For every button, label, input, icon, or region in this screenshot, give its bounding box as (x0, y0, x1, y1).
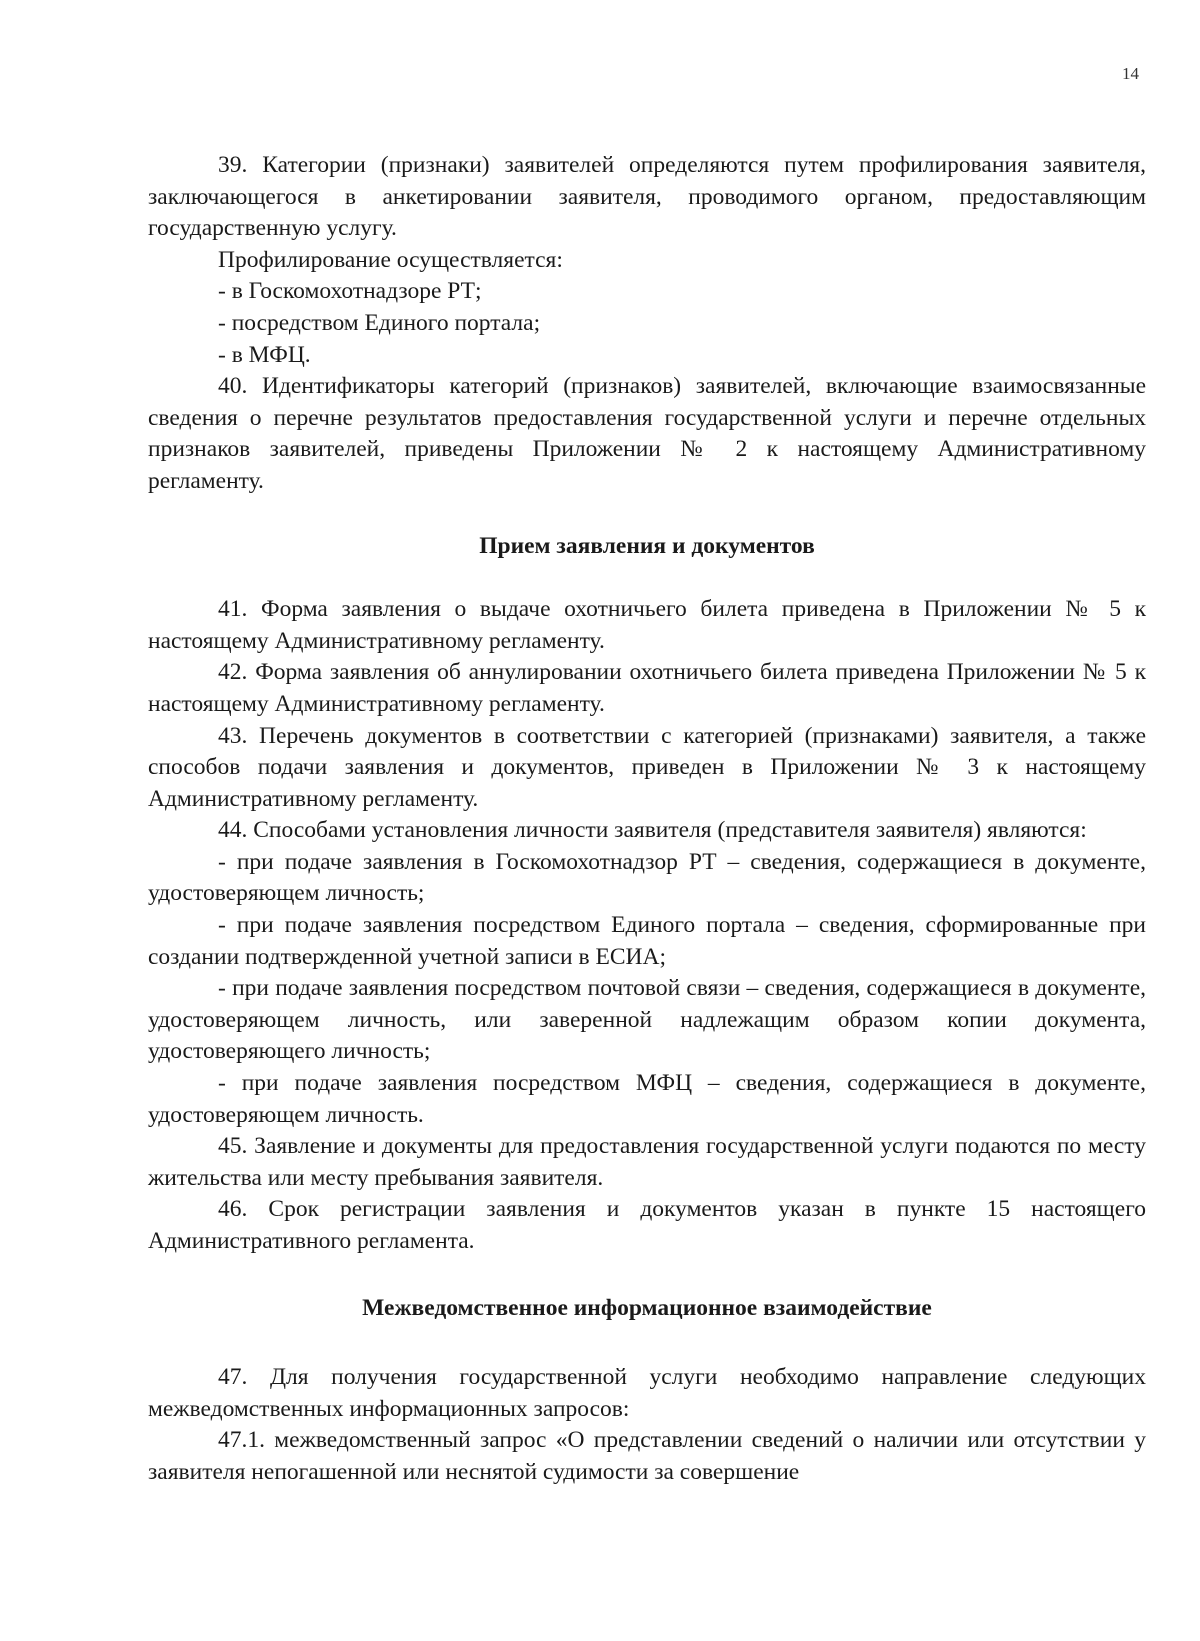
identity-method-item: - при подаче заявления посредством Единого портала – сведения, сформированные при создании подтвержденной учетной записи в ЕСИА; (148, 912, 1146, 970)
section-heading: Прием заявления и документов (479, 532, 815, 559)
paragraph-46: 46. Срок регистрации заявления и документов указан в пункте 15 настоящего Административного регламента. (148, 1196, 1146, 1254)
paragraph-40: 40. Идентификаторы категорий (признаков) заявителей, включающие взаимосвязанные сведения о перечне результатов предоставления государственной услуги и перечне отдельных признаков заявителей, приведены Приложении № 2 к настоящему Административному регламенту. (148, 373, 1146, 494)
paragraph-45: 45. Заявление и документы для предоставления государственной услуги подаются по месту жительства или месту пребывания заявителя. (148, 1133, 1146, 1191)
page-number: 14 (1122, 64, 1139, 83)
paragraph-39: 39. Категории (признаки) заявителей определяются путем профилирования заявителя, заключающегося в анкетировании заявителя, проводимого органом, предоставляющим государственную услугу. (148, 152, 1146, 242)
document-body (148, 150, 1146, 1489)
identity-method-item: - при подаче заявления посредством почтовой связи – сведения, содержащиеся в документе, удостоверяющем личность, или заверенной надлежащим образом копии документа, удостоверяющего личность; (148, 975, 1146, 1065)
identity-method-item: - при подаче заявления посредством МФЦ – сведения, содержащиеся в документе, удостоверяющем личность. (148, 1070, 1146, 1128)
paragraph-42: 42. Форма заявления об аннулировании охотничьего билета приведена Приложении № 5 к настоящему Административному регламенту. (148, 659, 1146, 717)
identity-method-item: - при подаче заявления в Госкомохотнадзор РТ – сведения, содержащиеся в документе, удостоверяющем личность; (148, 848, 1146, 907)
profiling-item: - в Госкомохотнадзоре РТ; (218, 278, 482, 305)
paragraph-43: 43. Перечень документов в соответствии с категорией (признаками) заявителя, а также способов подачи заявления и документов, приведен в Приложении № 3 к настоящему Административному регламенту. (148, 722, 1146, 812)
profiling-intro: Профилирование осуществляется: (218, 246, 563, 273)
profiling-item: - в МФЦ. (218, 341, 311, 368)
paragraph-41: 41. Форма заявления о выдаче охотничьего билета приведена в Приложении № 5 к настоящему Административному регламенту. (148, 596, 1146, 654)
paragraph-47-1: 47.1. межведомственный запрос «О представлении сведений о наличии или отсутствии у заявителя непогашенной или неснятой судимости за совершение (148, 1427, 1146, 1485)
section-heading: Межведомственное информационное взаимодействие (362, 1294, 932, 1321)
paragraph-44: 44. Способами установления личности заявителя (представителя заявителя) являются: (218, 817, 1087, 844)
profiling-item: - посредством Единого портала; (218, 309, 541, 336)
paragraph-47: 47. Для получения государственной услуги необходимо направление следующих межведомственных информационных запросов: (148, 1364, 1146, 1422)
